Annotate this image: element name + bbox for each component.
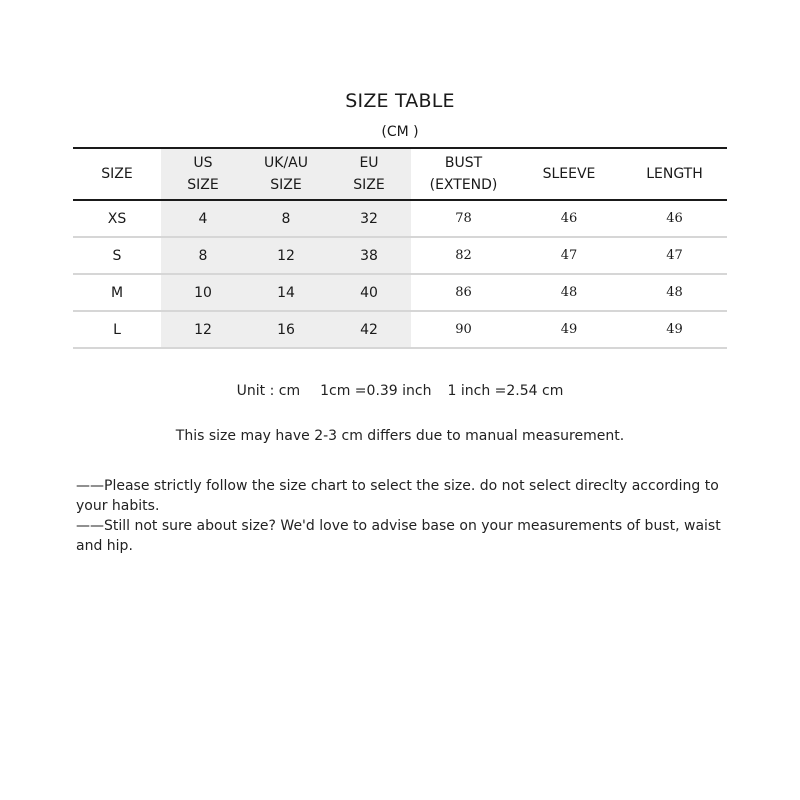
- header-us-size: US SIZE: [161, 148, 245, 200]
- header-sleeve: SLEEVE: [516, 148, 622, 200]
- cell-sleeve: 46: [516, 200, 622, 237]
- cell-eu-size: 40: [327, 274, 411, 311]
- table-row: [73, 274, 727, 311]
- cell-size: S: [73, 237, 161, 274]
- inch-to-cm: 1 inch =2.54 cm: [447, 383, 564, 399]
- cell-uk-au-size: 16: [245, 311, 327, 348]
- cell-sleeve: 48: [516, 274, 622, 311]
- cell-length: 46: [622, 200, 727, 237]
- page-title: SIZE TABLE: [345, 90, 455, 112]
- page-subtitle: (CM ): [381, 124, 419, 140]
- table-row: [73, 237, 727, 274]
- cell-sleeve: 47: [516, 237, 622, 274]
- cell-size: XS: [73, 200, 161, 237]
- cell-bust: 90: [411, 311, 516, 348]
- header-eu-size: EU SIZE: [327, 148, 411, 200]
- header-uk-au-size: UK/AU SIZE: [245, 148, 327, 200]
- advice-contact: ——Still not sure about size? We'd love to advise base on your measurements of bust, waist and hip.: [76, 518, 721, 554]
- header-bust: BUST (EXTEND): [411, 148, 516, 200]
- cell-us-size: 10: [161, 274, 245, 311]
- measurement-note: This size may have 2-3 cm differs due to manual measurement.: [175, 428, 625, 444]
- cell-uk-au-size: 8: [245, 200, 327, 237]
- cell-length: 49: [622, 311, 727, 348]
- header-size: SIZE: [73, 148, 161, 200]
- cell-us-size: 12: [161, 311, 245, 348]
- cell-uk-au-size: 14: [245, 274, 327, 311]
- table-row: [73, 311, 727, 348]
- cell-bust: 86: [411, 274, 516, 311]
- header-length: LENGTH: [622, 148, 727, 200]
- unit-label: Unit : cm: [236, 383, 301, 399]
- cell-us-size: 4: [161, 200, 245, 237]
- table-row: [73, 200, 727, 237]
- cell-bust: 82: [411, 237, 516, 274]
- cell-eu-size: 32: [327, 200, 411, 237]
- advice-size-chart: ——Please strictly follow the size chart to select the size. do not select direclty according to your habits.: [76, 478, 719, 514]
- cell-size: L: [73, 311, 161, 348]
- cell-eu-size: 38: [327, 237, 411, 274]
- cell-length: 48: [622, 274, 727, 311]
- size-table-container: [73, 147, 727, 349]
- cell-sleeve: 49: [516, 311, 622, 348]
- table-header-row: [73, 148, 727, 200]
- cell-bust: 78: [411, 200, 516, 237]
- cell-length: 47: [622, 237, 727, 274]
- cell-uk-au-size: 12: [245, 237, 327, 274]
- cell-us-size: 8: [161, 237, 245, 274]
- unit-conversion-line: [0, 383, 800, 399]
- cm-to-inch: 1cm =0.39 inch: [320, 383, 432, 399]
- cell-size: M: [73, 274, 161, 311]
- size-table: [73, 147, 727, 349]
- cell-eu-size: 42: [327, 311, 411, 348]
